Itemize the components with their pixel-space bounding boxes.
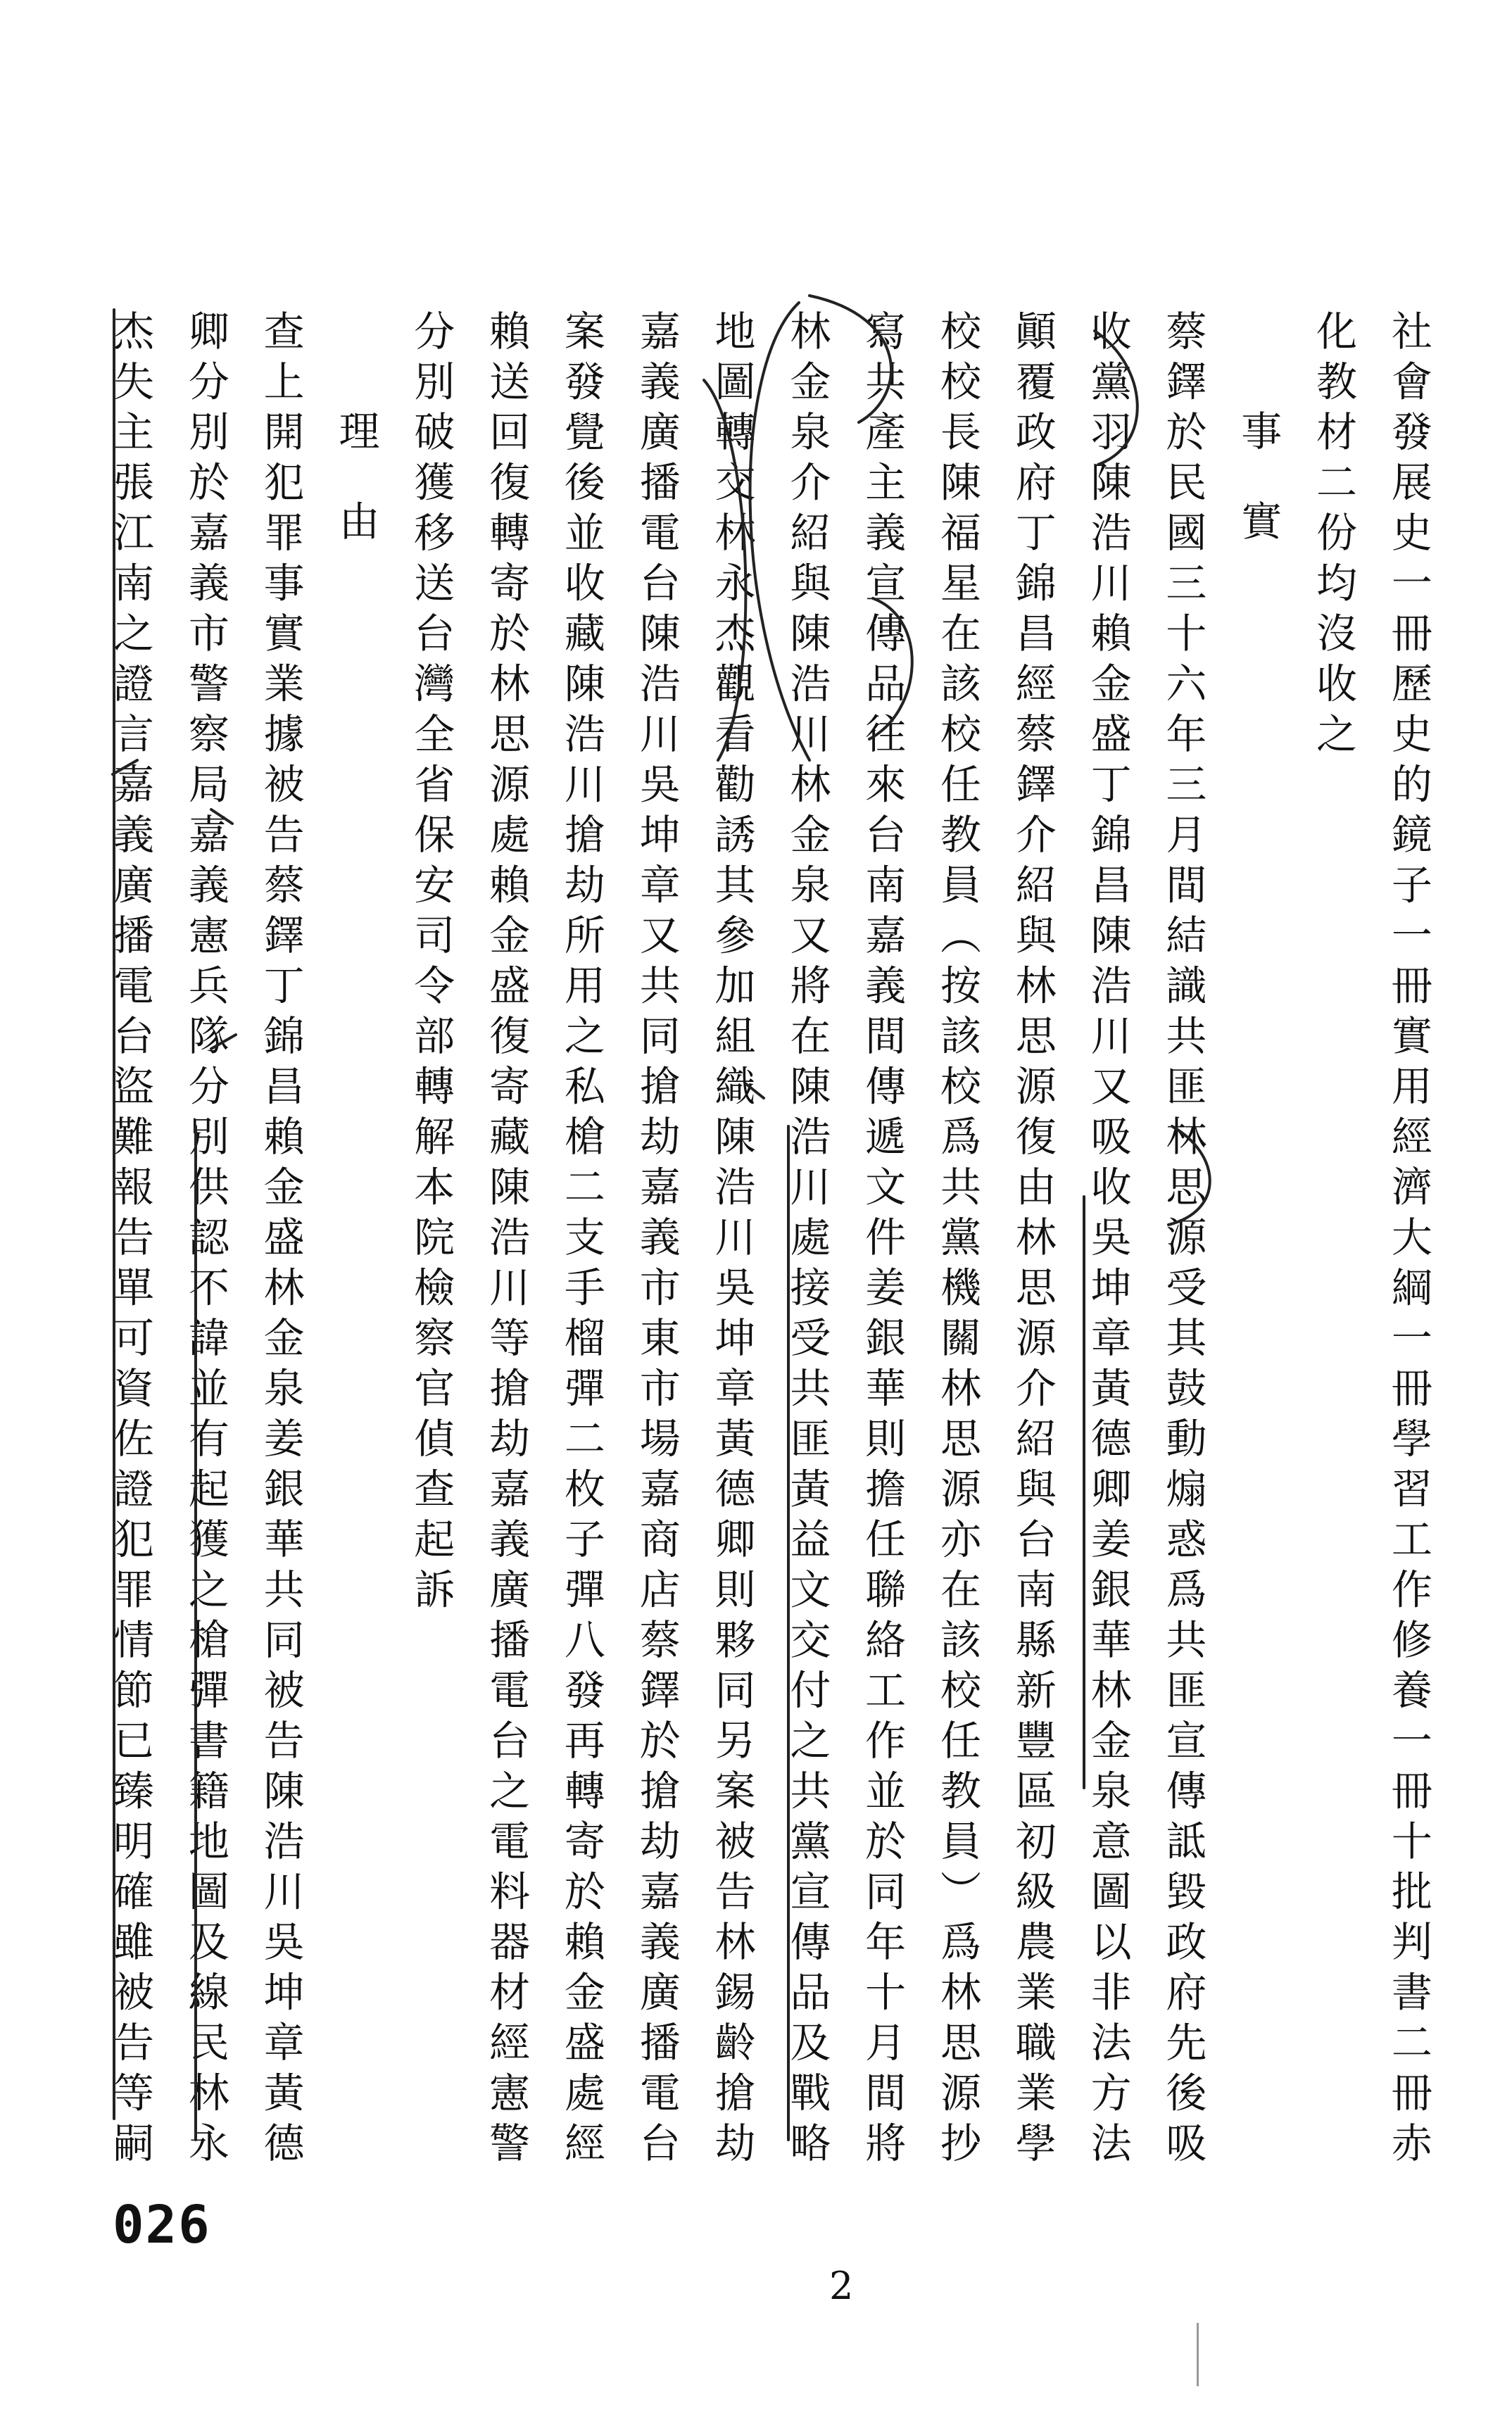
text-column-17: 卿分別於嘉義市警察局嘉義憲兵隊分別供認不諱並有起獲之槍彈書籍地圖及線民林永 [181, 310, 229, 2172]
text-column-14: 分別破獲移送台灣全省保安司令部轉解本院檢察官偵查起訴 [407, 310, 455, 1618]
scan-artifact-line [1197, 2323, 1199, 2386]
text-column-5: 收黨羽陳浩川賴金盛丁錦昌陳浩川又吸收吳坤章黃德卿姜銀華林金泉意圖以非法方法 [1083, 310, 1132, 2172]
text-column-18: 杰失主張江南之證言嘉義廣播電台盜難報告單可資佐證犯罪情節已臻明確雖被告等嗣 [106, 310, 154, 2172]
text-column-16: 查上開犯罪事實業據被告蔡鐸丁錦昌賴金盛林金泉姜銀華共同被告陳浩川吳坤章黃德 [256, 310, 305, 2172]
text-column-1: 社會發展史一冊歷史的鏡子一冊實用經濟大綱一冊學習工作修養一冊十批判書二冊赤 [1384, 310, 1432, 2172]
text-column-11: 嘉義廣播電台陳浩川吳坤章又共同搶劫嘉義市東市場嘉商店蔡鐸於搶劫嘉義廣播電台 [632, 310, 681, 2172]
section-heading-reasons: 理由 [332, 410, 380, 590]
text-column-12: 案發覺後並收藏陳浩川搶劫所用之私槍二支手榴彈二枚子彈八發再轉寄於賴金盛處經 [557, 310, 605, 2172]
vertical-text-block [106, 310, 1432, 2172]
text-column-13: 賴送回復轉寄於林思源處賴金盛復寄藏陳浩川等搶劫嘉義廣播電台之電料器材經憲警 [482, 310, 531, 2172]
text-column-4: 蔡鐸於民國三十六年三月間結識共匪林思源受其鼓動煽惑爲共匪宣傳詆毀政府先後吸 [1159, 310, 1207, 2172]
text-column-7: 校校長陳福星在該校任教員（按該校爲共黨機關林思源亦在該校任教員）爲林思源抄 [933, 310, 981, 2172]
section-heading-facts: 事實 [1234, 410, 1283, 590]
page-number: 2 [829, 2264, 854, 2308]
text-column-9: 林金泉介紹與陳浩川林金泉又將在陳浩川處接受共匪黃益文交付之共黨宣傳品及戰略 [783, 310, 831, 2172]
text-column-2: 化教材二份均沒收之 [1309, 310, 1357, 763]
text-column-10: 地圖轉交林永杰觀看勸誘其參加組織陳浩川吳坤章黃德卿則夥同另案被告林錫齡搶劫 [707, 310, 756, 2172]
text-column-6: 顚覆政府丁錦昌經蔡鐸介紹與林思源復由林思源介紹與台南縣新豐區初級農業職業學 [1008, 310, 1057, 2172]
text-column-8: 寫共產主義宣傳品往來台南嘉義間傳遞文件姜銀華則擔任聯絡工作並於同年十月間將 [858, 310, 907, 2172]
page-code: 026 [113, 2195, 211, 2255]
